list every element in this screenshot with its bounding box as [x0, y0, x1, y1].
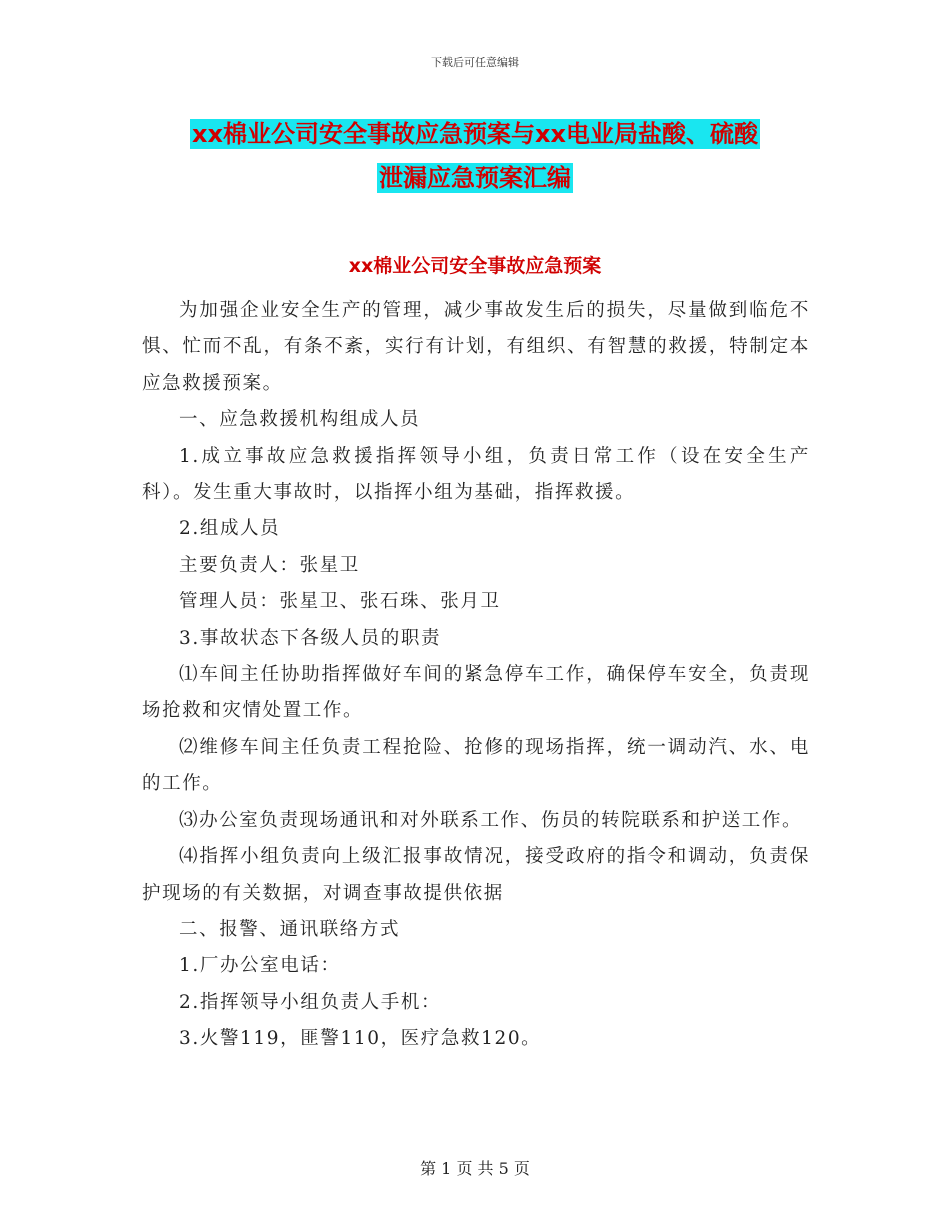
- paragraph: ⑶办公室负责现场通讯和对外联系工作、伤员的转院联系和护送工作。: [179, 809, 803, 831]
- section-title: xx棉业公司安全事故应急预案: [348, 255, 602, 277]
- paragraph: ⑵维修车间主任负责工程抢险、抢修的现场指挥，统一调动汽、水、电的工作。: [142, 736, 810, 795]
- paragraph: 为加强企业安全生产的管理，减少事故发生后的损失，尽量做到临危不惧、忙而不乱，有条不紊，实行有计划，有组织、有智慧的救援，特制定本应急救援预案。: [142, 300, 810, 394]
- document-body: [142, 293, 810, 1058]
- page-header-note: 下载后可任意编辑: [431, 56, 519, 69]
- paragraph: 2.指挥领导小组负责人手机：: [179, 991, 442, 1013]
- title-line-2-text: 泄漏应急预案汇编: [379, 164, 571, 192]
- section-heading: 一、应急救援机构组成人员: [179, 409, 421, 431]
- paragraph: 1.厂办公室电话：: [179, 955, 341, 977]
- document-title-line-2: [0, 158, 950, 193]
- paragraph: 3.火警119，匪警110，医疗急救120。: [179, 1028, 542, 1050]
- document-title-line-1: [0, 114, 950, 149]
- section-heading: 二、报警、通讯联络方式: [179, 918, 401, 940]
- paragraph: 主要负责人：张星卫: [179, 554, 360, 576]
- paragraph: 1.成立事故应急救援指挥领导小组，负责日常工作（设在安全生产科）。发生重大事故时，以指挥小组为基础，指挥救援。: [142, 445, 810, 504]
- paragraph: ⑷指挥小组负责向上级汇报事故情况，接受政府的指令和调动，负责保护现场的有关数据，对调查事故提供依据: [142, 846, 810, 904]
- paragraph: 2.组成人员: [179, 518, 281, 540]
- paragraph: 3.事故状态下各级人员的职责: [179, 627, 442, 649]
- title-line-1-text: xx棉业公司安全事故应急预案与xx电业局盐酸、硫酸: [192, 120, 758, 148]
- paragraph: 管理人员：张星卫、张石珠、张月卫: [179, 591, 501, 613]
- page-number-footer: 第 1 页 共 5 页: [420, 1159, 530, 1178]
- paragraph: ⑴车间主任协助指挥做好车间的紧急停车工作，确保停车安全，负责现场抢救和灾情处置工作。: [142, 664, 810, 722]
